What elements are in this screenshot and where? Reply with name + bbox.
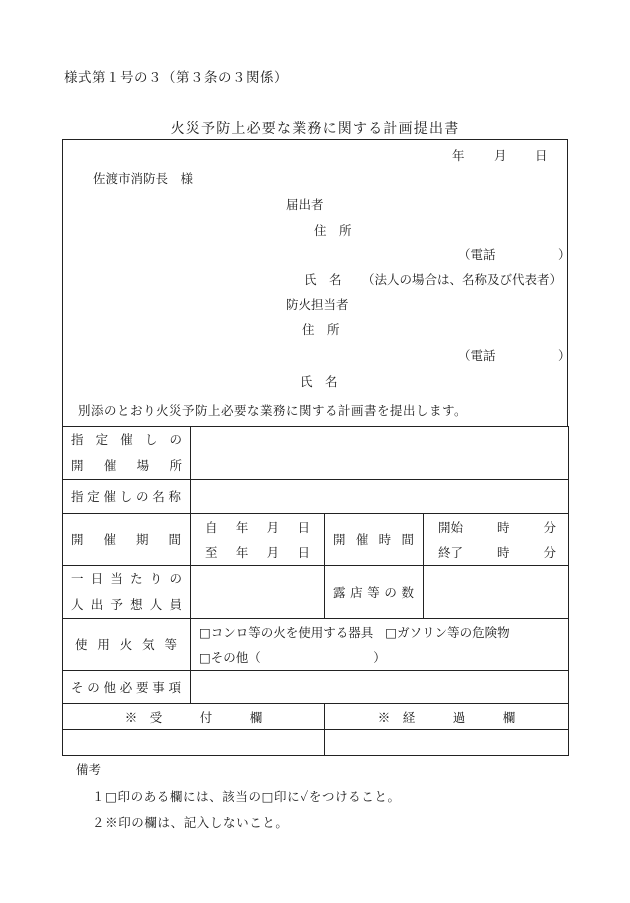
venue-input[interactable]	[191, 427, 569, 480]
event-name-input[interactable]	[191, 480, 569, 514]
fire-use-options	[191, 619, 569, 671]
row-fire-use	[63, 619, 569, 671]
row-visitors	[63, 566, 569, 619]
fire-option-other[interactable]: □その他（ ）	[199, 649, 386, 665]
visitors-label: 一日当たりの 人出予想人員	[63, 566, 191, 619]
submitter-name-note: （法人の場合は、名称及び代表者）	[362, 272, 563, 287]
fire-manager-name-label: 氏 名	[300, 374, 338, 389]
submitter-label: 届出者	[286, 197, 324, 212]
event-name-label: 指定催しの名称	[63, 480, 191, 514]
period-label: 開催期間	[63, 514, 191, 566]
other-label: その他必要事項	[63, 671, 191, 704]
form-title: 火災予防上必要な業務に関する計画提出書	[170, 121, 460, 137]
submitter-phone: （電話 ）	[458, 247, 571, 262]
note-1: １□印のある欄には、該当の□印に✓をつけること。	[92, 789, 401, 804]
submitter-address-label: 住 所	[314, 223, 352, 238]
row-other	[63, 671, 569, 704]
visitors-input[interactable]	[191, 566, 325, 619]
row-period	[63, 514, 569, 566]
fire-manager-phone: （電話 ）	[458, 348, 571, 363]
date-day: 日	[535, 148, 548, 163]
row-office-body	[63, 730, 569, 756]
reception-header: ※ 受 付 欄	[63, 704, 325, 730]
fire-option-hazmat[interactable]: □ガソリン等の危険物	[385, 624, 510, 640]
row-event-name	[63, 480, 569, 514]
reception-cell	[63, 730, 325, 756]
fire-manager-label: 防火担当者	[286, 297, 349, 312]
progress-cell	[325, 730, 569, 756]
submitter-name-label: 氏 名	[304, 272, 342, 287]
form-number: 様式第１号の３（第３条の３関係）	[64, 70, 288, 86]
fire-manager-address-label: 住 所	[302, 322, 340, 337]
fire-option-stove[interactable]: □コンロ等の火を使用する器具	[199, 624, 374, 640]
venue-label: 指定催しの 開催場所	[63, 427, 191, 480]
row-venue	[63, 427, 569, 480]
date-year: 年	[452, 148, 465, 163]
period-input[interactable]: 自 年 月 日 至 年 月 日	[191, 514, 325, 566]
stalls-input[interactable]	[424, 566, 569, 619]
notes-heading: 備考	[76, 762, 102, 777]
progress-header: ※ 経 過 欄	[325, 704, 569, 730]
addressee: 佐渡市消防長 様	[93, 171, 194, 186]
other-input[interactable]	[191, 671, 569, 704]
hours-label: 開催時間	[325, 514, 424, 566]
row-office-header	[63, 704, 569, 730]
note-2: ２※印の欄は、記入しないこと。	[92, 815, 289, 830]
statement: 別添のとおり火災予防上必要な業務に関する計画書を提出します。	[78, 403, 468, 418]
hours-input[interactable]: 開始 時 分 終了 時 分	[424, 514, 569, 566]
form-table	[62, 426, 569, 756]
date-month: 月	[494, 148, 507, 163]
stalls-label: 露店等の数	[325, 566, 424, 619]
fire-use-label: 使用火気等	[63, 619, 191, 671]
